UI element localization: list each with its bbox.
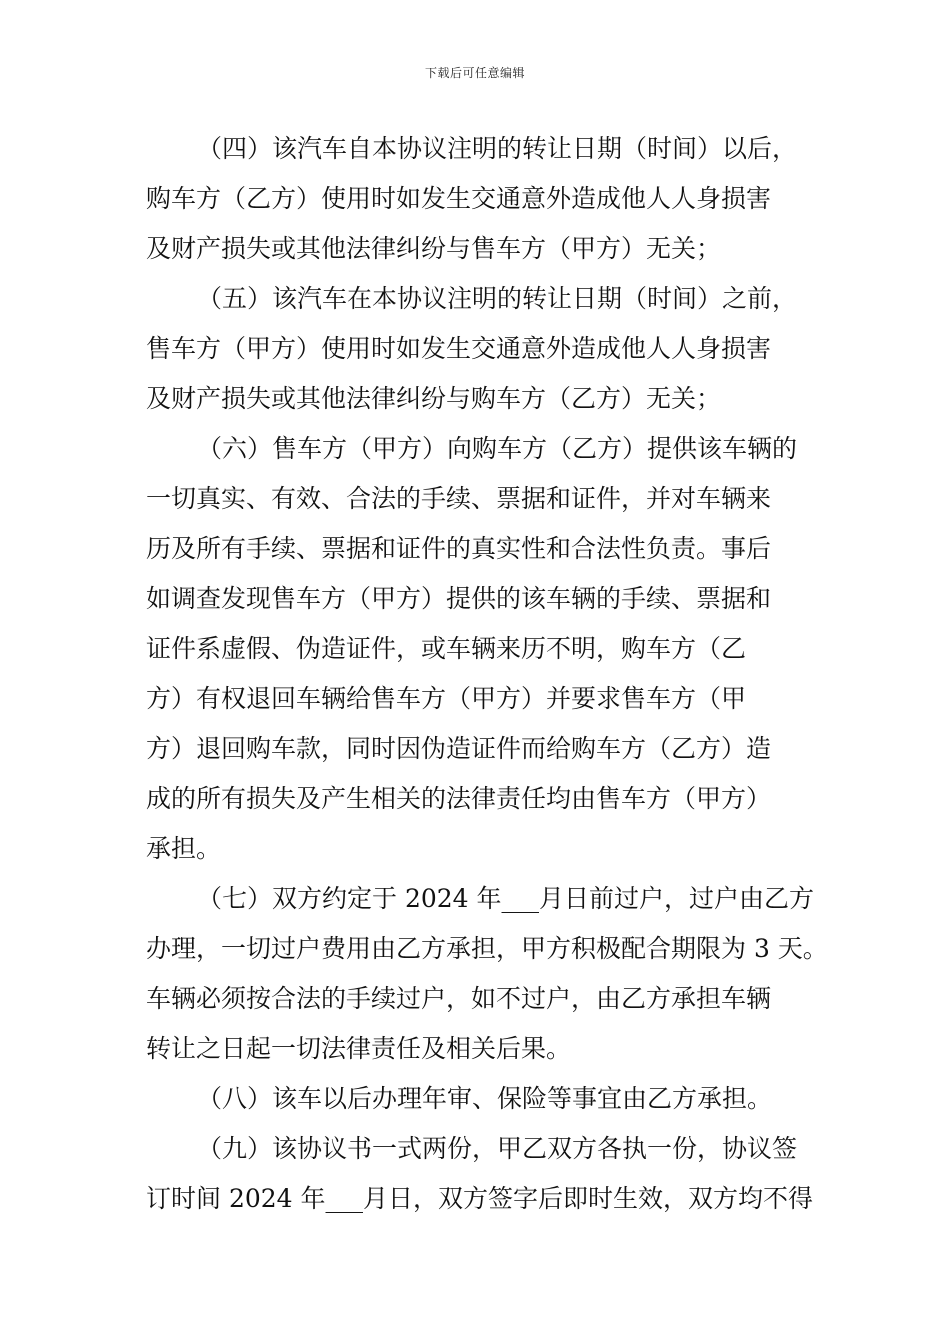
text-line: 成的所有损失及产生相关的法律责任均由售车方（甲方）	[146, 784, 772, 813]
document-body	[146, 124, 828, 1224]
text-line: 一切真实、有效、合法的手续、票据和证件，并对车辆来	[146, 484, 772, 513]
text-line: 订时间 2024 年___月日，双方签字后即时生效，双方均不得	[146, 1184, 814, 1213]
paragraph-clause-9	[146, 1124, 814, 1224]
page-header: 下载后可任意编辑	[424, 66, 525, 80]
text-line: 历及所有手续、票据和证件的真实性和合法性负责。事后	[146, 534, 772, 563]
text-line: （六）售车方（甲方）向购车方（乙方）提供该车辆的	[197, 434, 798, 463]
text-line: 证件系虚假、伪造证件，或车辆来历不明，购车方（乙	[146, 634, 747, 663]
text-line: （七）双方约定于 2024 年___月日前过户，过户由乙方	[197, 884, 815, 913]
paragraph-clause-5	[146, 274, 810, 424]
text-line: 售车方（甲方）使用时如发生交通意外造成他人人身损害	[146, 334, 772, 363]
text-line: 方）退回购车款，同时因伪造证件而给购车方（乙方）造	[146, 734, 772, 763]
text-line: （八）该车以后办理年审、保险等事宜由乙方承担。	[197, 1084, 773, 1113]
text-line: 办理，一切过户费用由乙方承担，甲方积极配合期限为 3 天。	[146, 934, 828, 963]
text-line: 及财产损失或其他法律纠纷与购车方（乙方）无关；	[146, 384, 722, 413]
paragraph-clause-7	[146, 874, 828, 1074]
text-line: 购车方（乙方）使用时如发生交通意外造成他人人身损害	[146, 184, 772, 213]
text-line: （四）该汽车自本协议注明的转让日期（时间）以后，	[197, 134, 798, 163]
paragraph-clause-4	[146, 124, 810, 274]
text-line: 车辆必须按合法的手续过户，如不过户，由乙方承担车辆	[146, 984, 772, 1013]
text-line: （五）该汽车在本协议注明的转让日期（时间）之前，	[197, 284, 798, 313]
text-line: 如调查发现售车方（甲方）提供的该车辆的手续、票据和	[146, 584, 772, 613]
paragraph-clause-8	[146, 1074, 810, 1124]
paragraph-clause-6	[146, 424, 810, 874]
text-line: 及财产损失或其他法律纠纷与售车方（甲方）无关；	[146, 234, 722, 263]
text-line: 承担。	[146, 834, 222, 863]
text-line: 方）有权退回车辆给售车方（甲方）并要求售车方（甲	[146, 684, 747, 713]
text-line: （九）该协议书一式两份，甲乙双方各执一份，协议签	[197, 1134, 798, 1163]
text-line: 转让之日起一切法律责任及相关后果。	[146, 1034, 572, 1063]
